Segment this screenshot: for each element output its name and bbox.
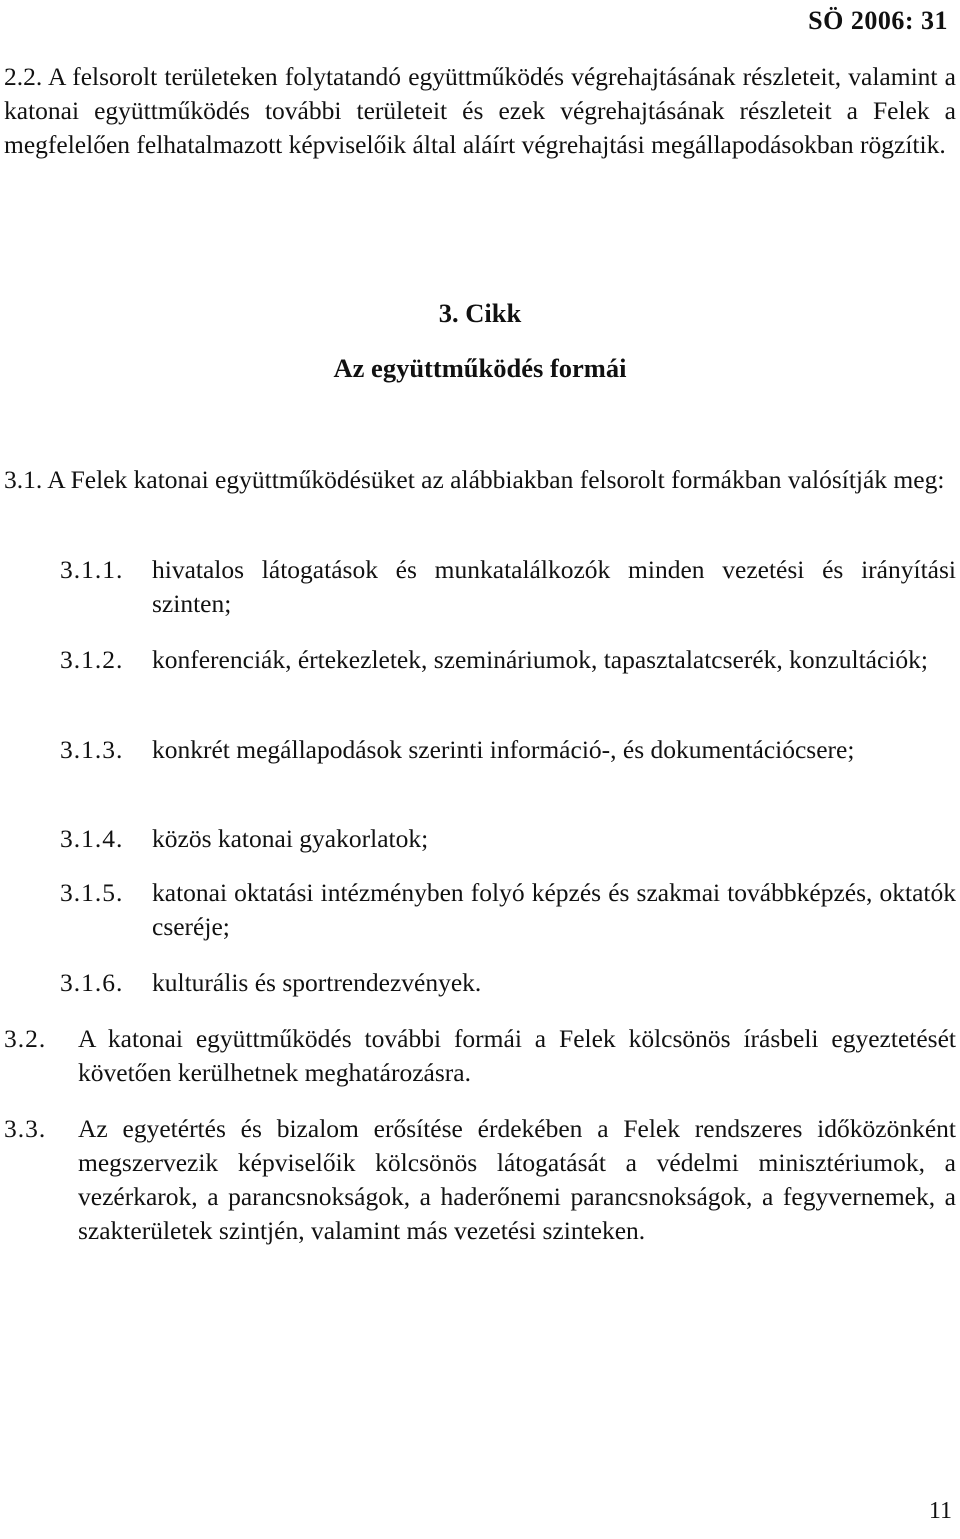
paragraph-3-3 [4, 1112, 956, 1248]
article-number: 3. Cikk [438, 298, 522, 328]
article-title: Az együttműködés formái [333, 353, 627, 383]
list-item-text: konferenciák, értekezletek, szemináriumok, tapasztalatcserék, konzultációk; [152, 645, 928, 674]
list-item-number: 3.1.5. [60, 878, 124, 907]
list-item-3-1-2 [60, 643, 956, 677]
paragraph-2-2: 2.2. A felsorolt területeken folytatandó együttműködés végrehajtásának részleteit, valamint a katonai együttműködés további területeit és ezek végrehajtásának részleteit a Felek a megfelelően felhatalmazott képviselőik által aláírt végrehajtási megállapodásokban rögzítik. [4, 62, 956, 159]
paragraph-number: 3.2. [4, 1024, 47, 1053]
paragraph-text: A katonai együttműködés további formái a Felek kölcsönös írásbeli egyeztetését követően kerülhetnek meghatározásra. [78, 1024, 956, 1087]
list-item-number: 3.1.6. [60, 968, 124, 997]
page-number: 11 [928, 1498, 952, 1524]
paragraph-text: Az egyetértés és bizalom erősítése érdekében a Felek rendszeres időközönként megszervezik képviselőik kölcsönös látogatását a védelmi minisztériumok, a vezérkarok, a parancsnokságok, a haderőnemi parancsnokságok, a fegyvernemek, a szakterületek szintjén, valamint más vezetési szinteken. [78, 1114, 956, 1245]
paragraph-3-1: 3.1. A Felek katonai együttműködésüket az alábbiakban felsorolt formákban valósítják meg: [4, 465, 945, 494]
list-item-text: konkrét megállapodások szerinti információ-, és dokumentációcsere; [152, 735, 855, 764]
list-item-3-1-3 [60, 733, 956, 767]
list-item-3-1-5 [60, 876, 956, 944]
list-item-number: 3.1.3. [60, 735, 124, 764]
list-item-number: 3.1.4. [60, 824, 124, 853]
paragraph-3-2 [4, 1022, 956, 1090]
list-item-3-1-6 [60, 966, 956, 1000]
list-item-text: kulturális és sportrendezvények. [152, 968, 482, 997]
paragraph-number: 3.3. [4, 1114, 47, 1143]
list-item-3-1-4 [60, 822, 956, 856]
list-item-text: hivatalos látogatások és munkatalálkozók minden vezetési és irányítási szinten; [152, 555, 956, 618]
list-item-text: katonai oktatási intézményben folyó képzés és szakmai továbbképzés, oktatók cseréje; [152, 878, 956, 941]
list-item-text: közös katonai gyakorlatok; [152, 824, 429, 853]
list-item-number: 3.1.2. [60, 645, 124, 674]
list-item-3-1-1 [60, 553, 956, 621]
document-code: SÖ 2006: 31 [808, 6, 948, 35]
list-item-number: 3.1.1. [60, 555, 124, 584]
